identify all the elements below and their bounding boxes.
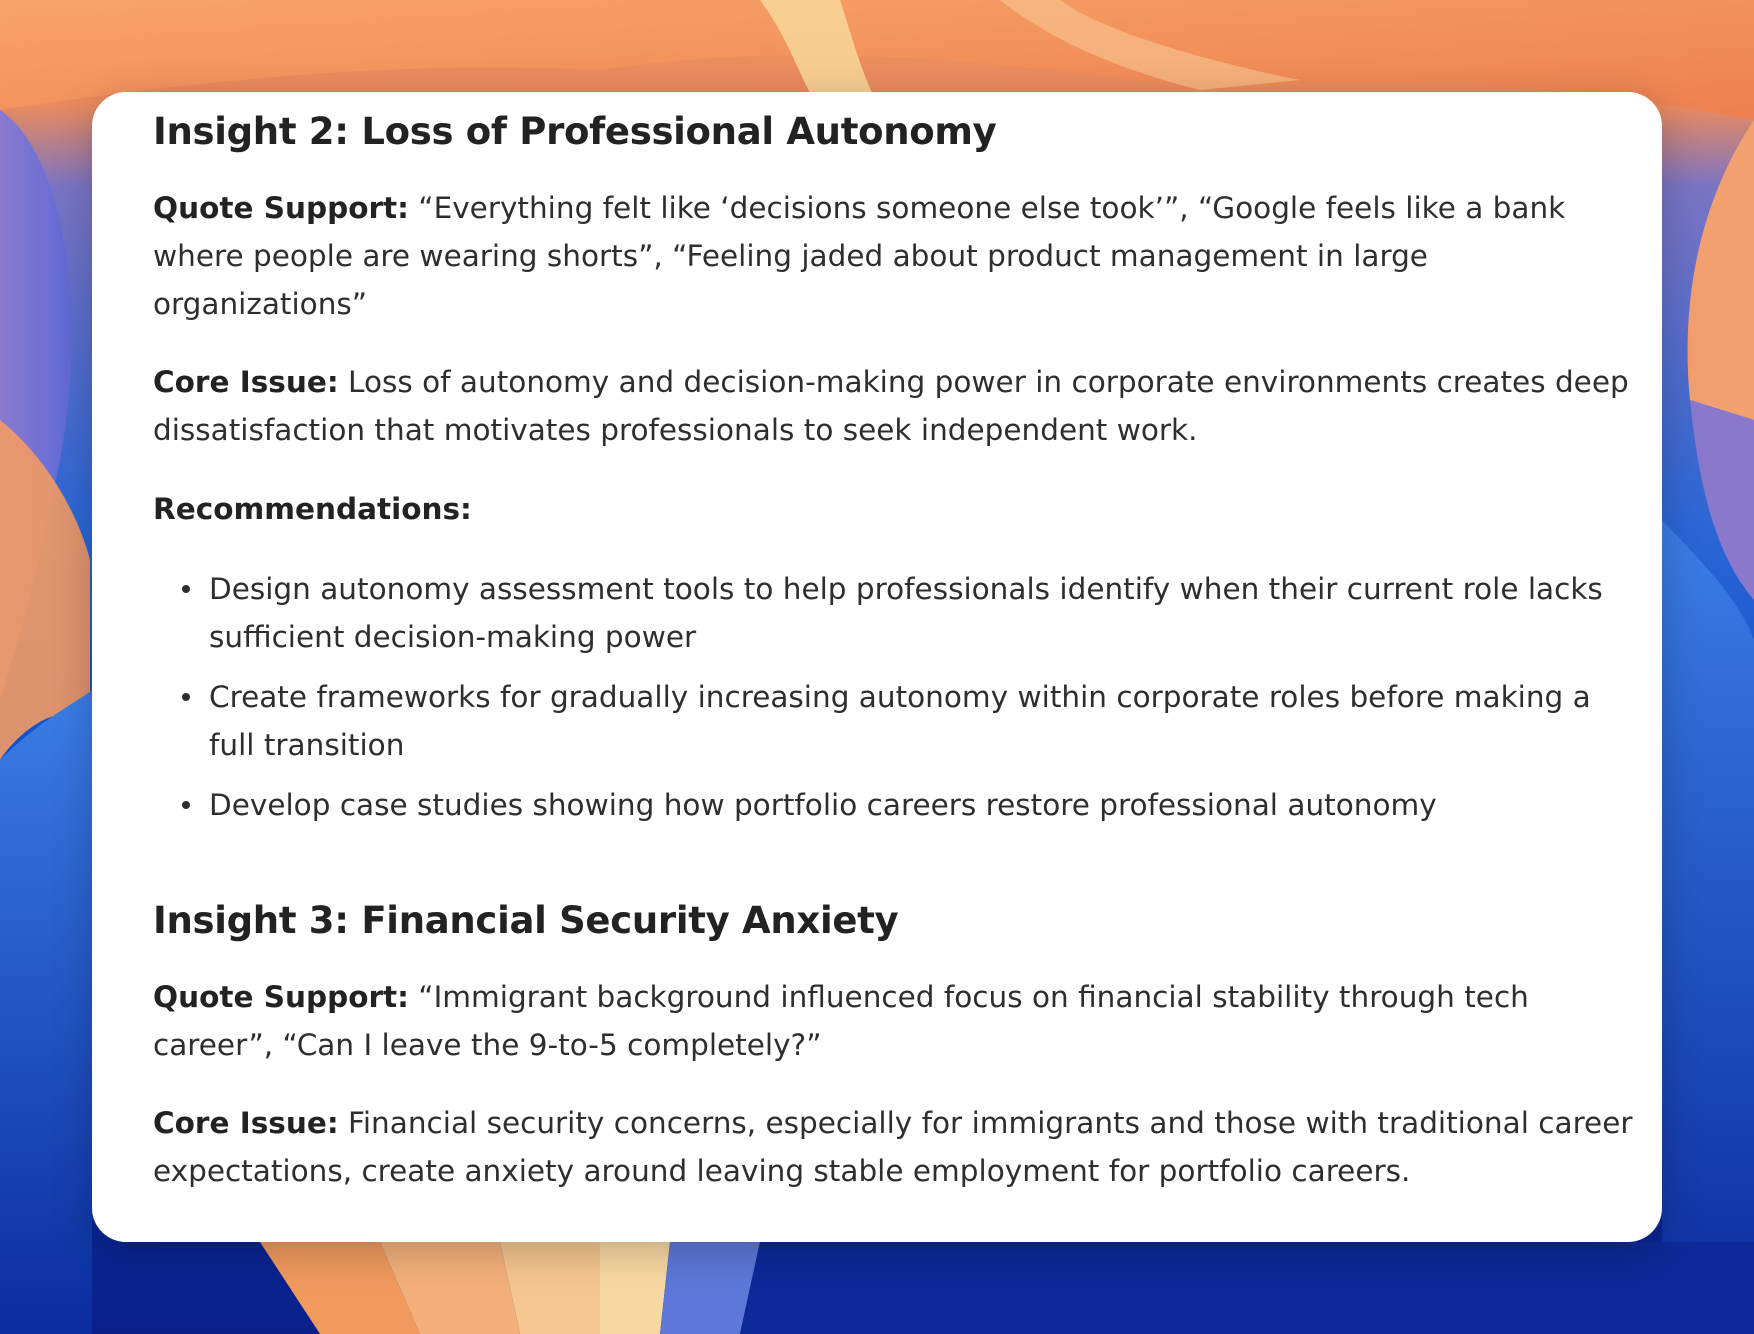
insight-2-core-paragraph [153, 358, 1633, 454]
recommendation-text: Design autonomy assessment tools to help professionals identify when their current role lacks sufficient decision-making power [209, 572, 1603, 655]
insight-2-title: Insight 2: Loss of Professional Autonomy [153, 110, 997, 153]
list-item [209, 565, 1633, 661]
insight-3-quote-text: “Immigrant background influenced focus on financial stability through tech career”, “Can I leave the 9-to-5 completely?” [153, 980, 1529, 1063]
recommendation-text: Create frameworks for gradually increasing autonomy within corporate roles before making a full transition [209, 680, 1591, 763]
insight-2-core-text: Loss of autonomy and decision-making power in corporate environments creates deep dissatisfaction that motivates professionals to seek independent work. [153, 365, 1629, 448]
insight-2-quote-text: “Everything felt like ‘decisions someone else took’”, “Google feels like a bank where people are wearing shorts”, “Feeling jaded about product management in large organizations” [153, 191, 1566, 322]
insight-3-core-label: Core Issue: [153, 1106, 339, 1141]
document-content [153, 108, 1633, 1195]
insight-2-core-label: Core Issue: [153, 365, 339, 400]
insight-3-core-paragraph [153, 1099, 1633, 1195]
insight-3-quote-label: Quote Support: [153, 980, 409, 1015]
insight-3-section [153, 897, 1633, 1195]
insight-3-title: Insight 3: Financial Security Anxiety [153, 899, 899, 943]
insight-2-recommendations-label: Recommendations: [153, 492, 472, 527]
list-item [209, 673, 1633, 769]
insight-3-core-text: Financial security concerns, especially for immigrants and those with traditional career expectations, create anxiety around leaving stable employment for portfolio careers. [153, 1106, 1633, 1189]
bullet-icon [182, 693, 190, 701]
insight-3-quote-paragraph [153, 973, 1633, 1069]
insight-2-quote-label: Quote Support: [153, 191, 409, 226]
recommendation-text: Develop case studies showing how portfolio careers restore professional autonomy [209, 788, 1437, 823]
insight-2-quote-paragraph [153, 184, 1633, 328]
document-card [92, 92, 1662, 1242]
list-item [209, 781, 1633, 829]
bullet-icon [182, 801, 190, 809]
bullet-icon [182, 585, 190, 593]
insight-2-section [153, 108, 1633, 829]
insight-2-recommendations-list [153, 565, 1633, 829]
